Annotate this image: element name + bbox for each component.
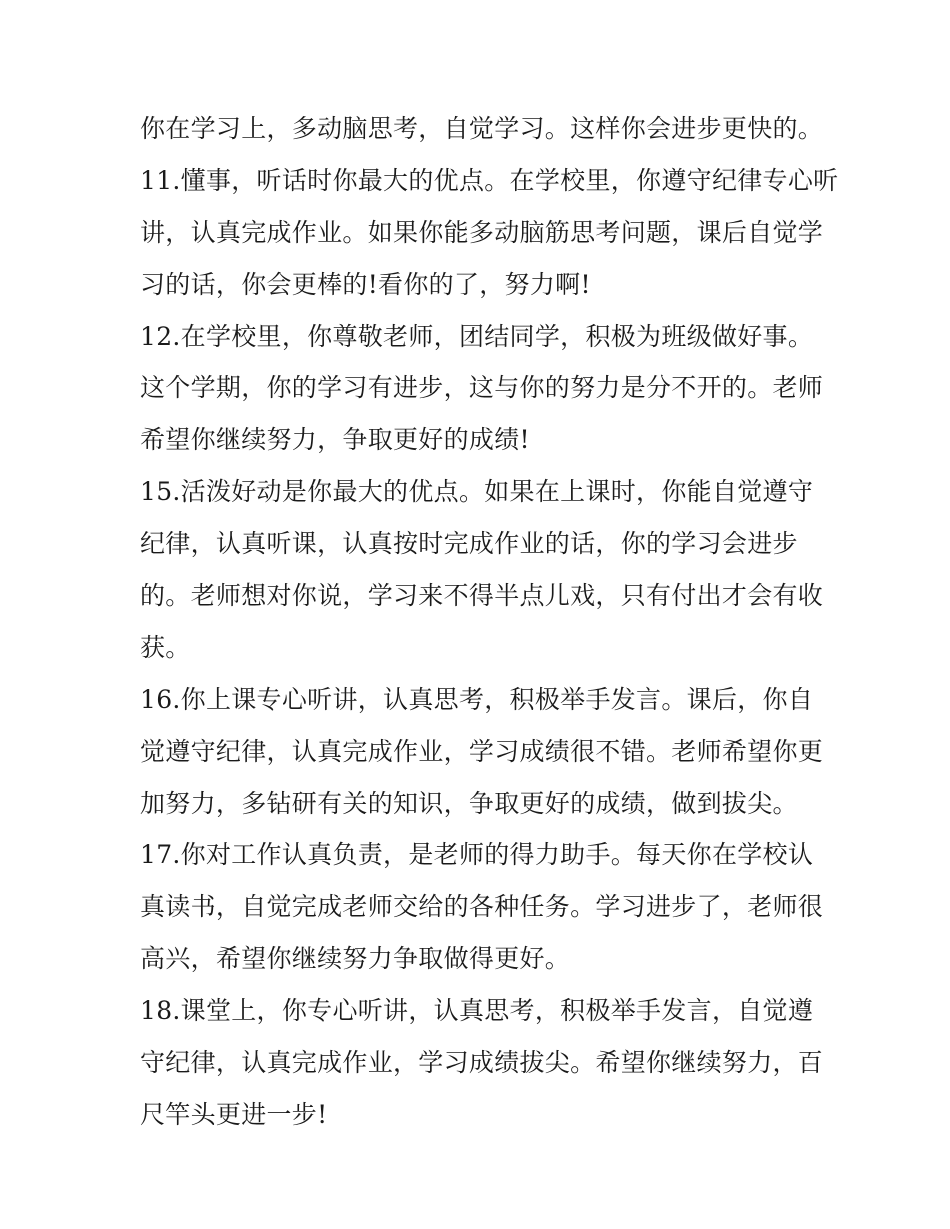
text-line: 16.你上课专心听讲，认真思考，积极举手发言。课后，你自 xyxy=(140,684,814,714)
text-line: 纪律，认真听课，认真按时完成作业的话，你的学习会进步 xyxy=(140,529,798,559)
text-line: 希望你继续努力，争取更好的成绩! xyxy=(140,425,530,455)
text-line: 18.课堂上，你专心听讲，认真思考，积极举手发言，自觉遵 xyxy=(140,996,814,1026)
text-line: 加努力，多钻研有关的知识，争取更好的成绩，做到拔尖。 xyxy=(140,788,798,818)
text-line: 守纪律，认真完成作业，学习成绩拔尖。希望你继续努力，百 xyxy=(140,1048,824,1078)
text-line: 获。 xyxy=(140,632,191,662)
text-line: 这个学期，你的学习有进步，这与你的努力是分不开的。老师 xyxy=(140,373,824,403)
text-line: 高兴，希望你继续努力争取做得更好。 xyxy=(140,944,571,974)
text-line: 讲，认真完成作业。如果你能多动脑筋思考问题，课后自觉学 xyxy=(140,217,824,247)
text-line: 真读书，自觉完成老师交给的各种任务。学习进步了，老师很 xyxy=(140,892,824,922)
text-line: 你在学习上，多动脑思考，自觉学习。这样你会进步更快的。 xyxy=(140,114,824,143)
text-line: 17.你对工作认真负责，是老师的得力助手。每天你在学校认 xyxy=(140,840,814,870)
text-line: 12.在学校里，你尊敬老师，团结同学，积极为班级做好事。 xyxy=(140,321,814,351)
text-line: 觉遵守纪律，认真完成作业，学习成绩很不错。老师希望你更 xyxy=(140,736,824,766)
text-line: 11.懂事，听话时你最大的优点。在学校里，你遵守纪律专心听 xyxy=(140,165,839,195)
text-line: 的。老师想对你说，学习来不得半点儿戏，只有付出才会有收 xyxy=(140,581,824,611)
text-line: 习的话，你会更棒的!看你的了，努力啊! xyxy=(140,269,591,299)
document-body xyxy=(140,103,839,1141)
text-line: 尺竿头更进一步! xyxy=(140,1099,328,1129)
text-line: 15.活泼好动是你最大的优点。如果在上课时，你能自觉遵守 xyxy=(140,477,814,507)
